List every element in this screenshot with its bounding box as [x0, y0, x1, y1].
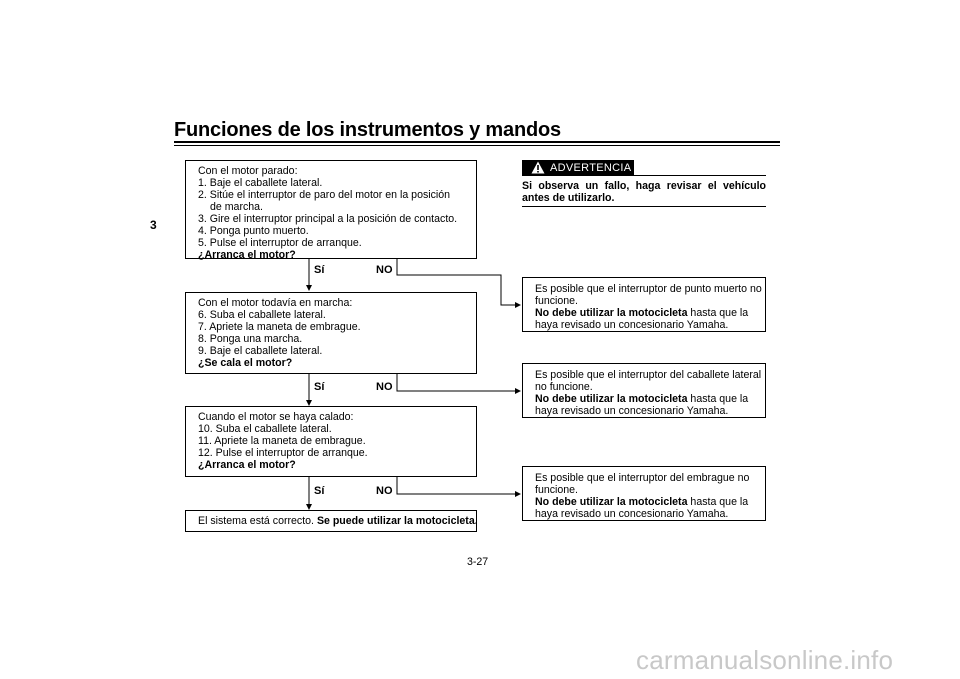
result-bold: No debe utilizar la motocicleta — [535, 307, 688, 319]
box3-question: ¿Arranca el motor? — [198, 459, 296, 471]
warning-label: ADVERTENCIA — [550, 162, 632, 174]
result-line: Es posible que el interruptor del embrague no — [535, 472, 750, 484]
no-label-3: NO — [376, 485, 393, 497]
box2-line: 7. Apriete la maneta de embrague. — [198, 321, 361, 333]
warning-triangle-icon — [531, 161, 545, 174]
no-connector-3 — [397, 477, 520, 494]
box2-line: 9. Baje el caballete lateral. — [198, 345, 323, 357]
box2-question: ¿Se cala el motor? — [198, 357, 293, 369]
box2-line: Con el motor todavía en marcha: — [198, 297, 353, 309]
page-title: Funciones de los instrumentos y mandos — [174, 119, 561, 141]
warning-badge — [522, 160, 634, 176]
box3-line: 11. Apriete la maneta de embrague. — [198, 435, 366, 447]
box2-line: 8. Ponga una marcha. — [198, 333, 303, 345]
result-line: funcione. — [535, 484, 578, 496]
box1-line: 4. Ponga punto muerto. — [198, 225, 309, 237]
page-number: 3-27 — [467, 556, 489, 568]
step-box-1 — [185, 160, 477, 259]
result-line: Es posible que el interruptor del caballete lateral — [535, 369, 762, 381]
warning-text — [522, 180, 766, 204]
result-bold: No debe utilizar la motocicleta — [535, 496, 688, 508]
no-label-2: NO — [376, 381, 393, 393]
yes-label-2: Sí — [314, 381, 325, 393]
result-line: Es posible que el interruptor de punto muerto no — [535, 283, 762, 295]
box1-line: de marcha. — [210, 201, 263, 213]
box1-line: Con el motor parado: — [198, 165, 298, 177]
result-box-clutch — [522, 466, 766, 521]
step-box-final — [185, 510, 477, 532]
result-box-neutral — [522, 277, 766, 332]
warning-bottom-rule — [522, 206, 766, 207]
box1-question: ¿Arranca el motor? — [198, 249, 296, 261]
result-line: haya revisado un concesionario Yamaha. — [535, 508, 729, 520]
result-line: haya revisado un concesionario Yamaha. — [535, 405, 729, 417]
warning-text-line2: antes de utilizarlo. — [522, 192, 615, 204]
box1-line: 3. Gire el interruptor principal a la posición de contacto. — [198, 213, 458, 225]
box3-line: 12. Pulse el interruptor de arranque. — [198, 447, 368, 459]
warning-rule — [634, 175, 766, 176]
result-line: haya revisado un concesionario Yamaha. — [535, 319, 729, 331]
yes-label-3: Sí — [314, 485, 325, 497]
result-bold: No debe utilizar la motocicleta — [535, 393, 688, 405]
watermark: carmanualsonline.info — [636, 645, 894, 675]
warning-text-line1: Si observa un fallo, haga revisar el vehículo — [522, 180, 766, 192]
final-text: El sistema está correcto. — [198, 515, 314, 527]
result-line: no funcione. — [535, 381, 593, 393]
no-connector-2 — [397, 374, 520, 391]
result-rest: hasta que la — [690, 393, 749, 405]
yes-label-1: Sí — [314, 264, 325, 276]
result-line: funcione. — [535, 295, 578, 307]
result-rest: hasta que la — [690, 307, 749, 319]
chapter-number: 3 — [150, 218, 157, 232]
no-label-1: NO — [376, 264, 393, 276]
box2-line: 6. Suba el caballete lateral. — [198, 309, 326, 321]
result-box-sidestand — [522, 363, 766, 418]
step-box-2 — [185, 292, 477, 374]
box3-line: 10. Suba el caballete lateral. — [198, 423, 332, 435]
box1-line: 2. Sitúe el interruptor de paro del motor en la posición — [198, 189, 451, 201]
final-bold: Se puede utilizar la motocicleta. — [316, 515, 478, 527]
box1-line: 5. Pulse el interruptor de arranque. — [198, 237, 362, 249]
box1-line: 1. Baje el caballete lateral. — [198, 177, 323, 189]
box3-line: Cuando el motor se haya calado: — [198, 411, 354, 423]
result-rest: hasta que la — [690, 496, 749, 508]
step-box-3 — [185, 406, 477, 477]
